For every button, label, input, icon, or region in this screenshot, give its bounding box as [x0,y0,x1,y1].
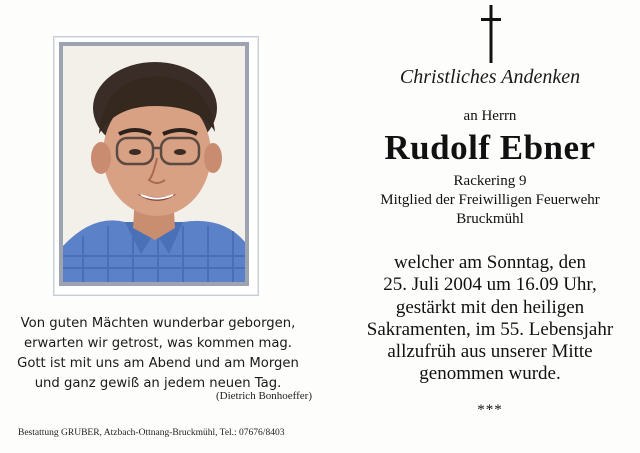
death-notice [330,252,640,386]
cross-icon [480,5,502,63]
death-line: 25. Juli 2004 um 16.09 Uhr, [383,274,597,296]
ornament-stars: *** [477,402,503,418]
town: Bruckmühl [456,211,524,227]
poem-line: Von guten Mächten wunderbar geborgen, [20,316,296,331]
poem [0,314,316,394]
portrait-frame [53,36,259,296]
card-heading: Christliches Andenken [399,66,581,88]
poem-line: erwarten wir getrost, was kommen mag. [23,336,292,351]
portrait-illustration [63,46,245,282]
death-line: genommen wurde. [419,363,561,385]
poem-line: und ganz gewiß an jedem neuen Tag. [34,376,282,391]
funeral-home-footer: Bestattung GRUBER, Atzbach-Ottnang-Bruckmühl, Tel.: 07676/8403 [18,428,285,438]
poem-author: (Dietrich Bonhoeffer) [215,390,312,402]
death-line: allzufrüh aus unserer Mitte [387,341,593,363]
death-line: Sakramenten, im 55. Lebensjahr [366,318,614,340]
death-line: gestärkt mit den heiligen [395,296,585,318]
deceased-name: Rudolf Ebner [384,128,596,167]
address: Rackering 9 [453,173,527,189]
membership: Mitglied der Freiwilligen Feuerwehr [380,192,600,208]
portrait-photo [59,42,249,286]
deceased-info [330,172,640,229]
poem-line: Gott ist mit uns am Abend und am Morgen [17,356,299,371]
salutation: an Herrn [463,108,517,124]
death-line: welcher am Sonntag, den [393,252,587,273]
